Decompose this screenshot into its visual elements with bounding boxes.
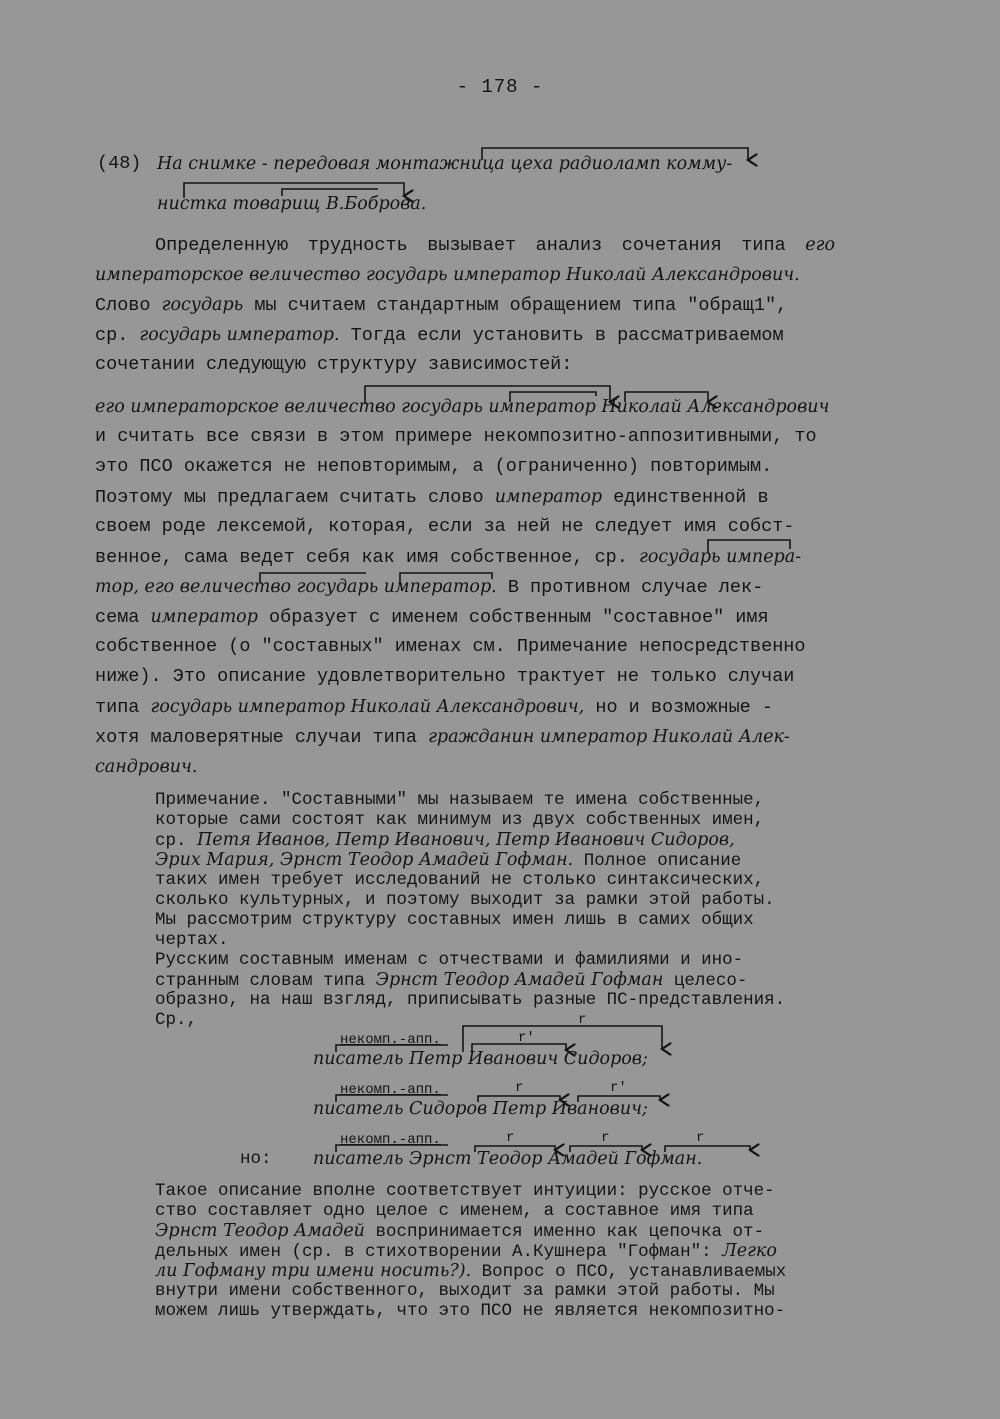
p2-line-7: сема император образует с именем собственным "составное" имя (95, 607, 769, 628)
arc-chain-3 (625, 392, 708, 402)
arc-d3-r2 (570, 1146, 642, 1152)
page-number: - 178 - (456, 76, 544, 98)
p2-line-2: это ПСО окажется не неповторимым, а (ограниченно) повторимым. (95, 456, 773, 477)
note-line-11: образно, на наш взгляд, приписывать разные ПС-представления. (155, 990, 786, 1010)
arc-d1-r (463, 1026, 662, 1052)
p1-line-1: Определенную трудность вызывает анализ сочетания типа его (155, 235, 835, 256)
example-number: (48) (97, 153, 142, 174)
arc-chain-2 (510, 392, 596, 402)
dependency-chain: его императорское величество государь император Николай Александрович (95, 397, 830, 417)
arc-d3-nc (336, 1145, 448, 1152)
note-line-4: Эрих Мария, Эрнст Теодор Амадей Гофман. Полное описание (155, 850, 742, 871)
p2-line-9: ниже). Это описание удовлетворительно трактует не только случаи (95, 666, 795, 687)
diagram-2-label-r: r (515, 1080, 524, 1096)
p1-line-5: сочетании следующую структуру зависимостей: (95, 354, 573, 375)
p2-line-4: своем роде лексемой, которая, если за ней не следует имя собст- (95, 516, 795, 537)
arc-ex-2 (184, 183, 404, 198)
note-line-10: странным словам типа Эрнст Теодор Амадей Гофман целесо- (155, 970, 748, 991)
example-text-1: На снимке - передовая монтажница цеха радиоламп комму- (157, 154, 733, 174)
p1-line-2: императорское величество государь император Николай Александрович. (95, 265, 800, 285)
arc-d1-nc (336, 1045, 448, 1052)
diagram-2-label-r-prime: r' (610, 1080, 627, 1096)
arc-d3-r1 (475, 1146, 555, 1152)
diagram-1-label-r-prime: r' (518, 1030, 535, 1046)
arc-d1-rp (472, 1044, 566, 1052)
arc-ex-3 (282, 189, 378, 196)
diagram-3-label-r-1: r (506, 1130, 515, 1146)
p2-line-1: и считать все связи в этом примере некомпозитно-аппозитивными, то (95, 426, 817, 447)
example-text-2: нистка товарищ В.Боброва. (157, 194, 427, 214)
note-line-7: Мы рассмотрим структуру составных имен лишь в самих общих (155, 910, 754, 930)
diagram-1-label-noncomp: некомп.-апп. (340, 1032, 441, 1048)
diagram-3-words: писатель Эрнст Теодор Амадей Гофман. (313, 1149, 703, 1169)
diagram-3-label-noncomp: некомп.-апп. (340, 1132, 441, 1148)
note-line-9: Русским составным именам с отчествами и фамилиями и ино- (155, 950, 744, 970)
arc-chain-1 (365, 386, 610, 404)
arc-p2-2 (260, 573, 366, 583)
note-line-6: сколько культурных, и поэтому выходит за рамки этой работы. (155, 890, 775, 910)
arc-d3-r3 (665, 1146, 750, 1152)
note-line-5: таких имен требует исследований не столько синтаксических, (155, 870, 765, 890)
note-line-2: которые сами состоят как минимум из двух собственных имен, (155, 810, 765, 830)
p2-line-3: Поэтому мы предлагаем считать слово император единственной в (95, 487, 769, 508)
p3-line-2: ство составляет одно целое с именем, а составное имя типа (155, 1201, 754, 1221)
p3-line-5: ли Гофману три имени носить?). Вопрос о ПСО, устанавливаемых (155, 1261, 787, 1282)
p3-line-6: внутри имени собственного, выходит за рамки этой работы. Мы (155, 1281, 775, 1301)
diagram-3-label-r-2: r (601, 1130, 610, 1146)
p2-line-10: типа государь император Николай Александрович, но и возможные - (95, 697, 773, 718)
diagram-3-label-r-3: r (696, 1130, 705, 1146)
p3-line-3: Эрнст Теодор Амадей воспринимается именно как цепочка от- (155, 1221, 765, 1242)
p3-line-7: можем лишь утверждать, что это ПСО не является некомпозитно- (155, 1301, 786, 1321)
p2-line-6: тор, его величество государь император. В противном случае лек- (95, 577, 764, 598)
diagram-3-prefix: но: (240, 1149, 272, 1169)
diagram-1-words: писатель Петр Иванович Сидоров; (313, 1049, 648, 1069)
arc-p2-1 (708, 540, 790, 553)
arc-d2-r (478, 1096, 560, 1102)
p3-line-1: Такое описание вполне соответствует интуиции: русское отче- (155, 1181, 775, 1201)
arc-d2-nc (336, 1095, 448, 1102)
note-line-1: Примечание. "Составными" мы называем те имена собственные, (155, 790, 765, 810)
p2-line-11: хотя маловерятные случаи типа гражданин император Николай Алек- (95, 727, 790, 748)
arc-ex-1 (482, 148, 748, 160)
arc-p2-3 (400, 573, 492, 583)
p2-line-12: сандрович. (95, 757, 198, 777)
diagram-1-label-r: r (578, 1012, 587, 1028)
p1-line-3: Слово государь мы считаем стандартным обращением типа "обращ1", (95, 295, 788, 316)
p2-line-5: венное, сама ведет себя как имя собственное, ср. государь импера- (95, 547, 802, 568)
p1-line-4: ср. государь император. Тогда если установить в рассматриваемом (95, 325, 784, 346)
note-line-3: ср. Петя Иванов, Петр Иванович, Петр Иванович Сидоров, (155, 830, 735, 851)
arc-d2-rp (578, 1096, 660, 1102)
note-line-12: Ср., (155, 1010, 198, 1030)
diagram-2-label-noncomp: некомп.-апп. (340, 1082, 441, 1098)
p3-line-4: дельных имен (ср. в стихотворении А.Кушнера "Гофман": Легко (155, 1241, 777, 1262)
p2-line-8: собственное (о "составных" именах см. Примечание непосредственно (95, 636, 806, 657)
diagram-2-words: писатель Сидоров Петр Иванович; (313, 1099, 648, 1119)
note-line-8: чертах. (155, 930, 229, 950)
